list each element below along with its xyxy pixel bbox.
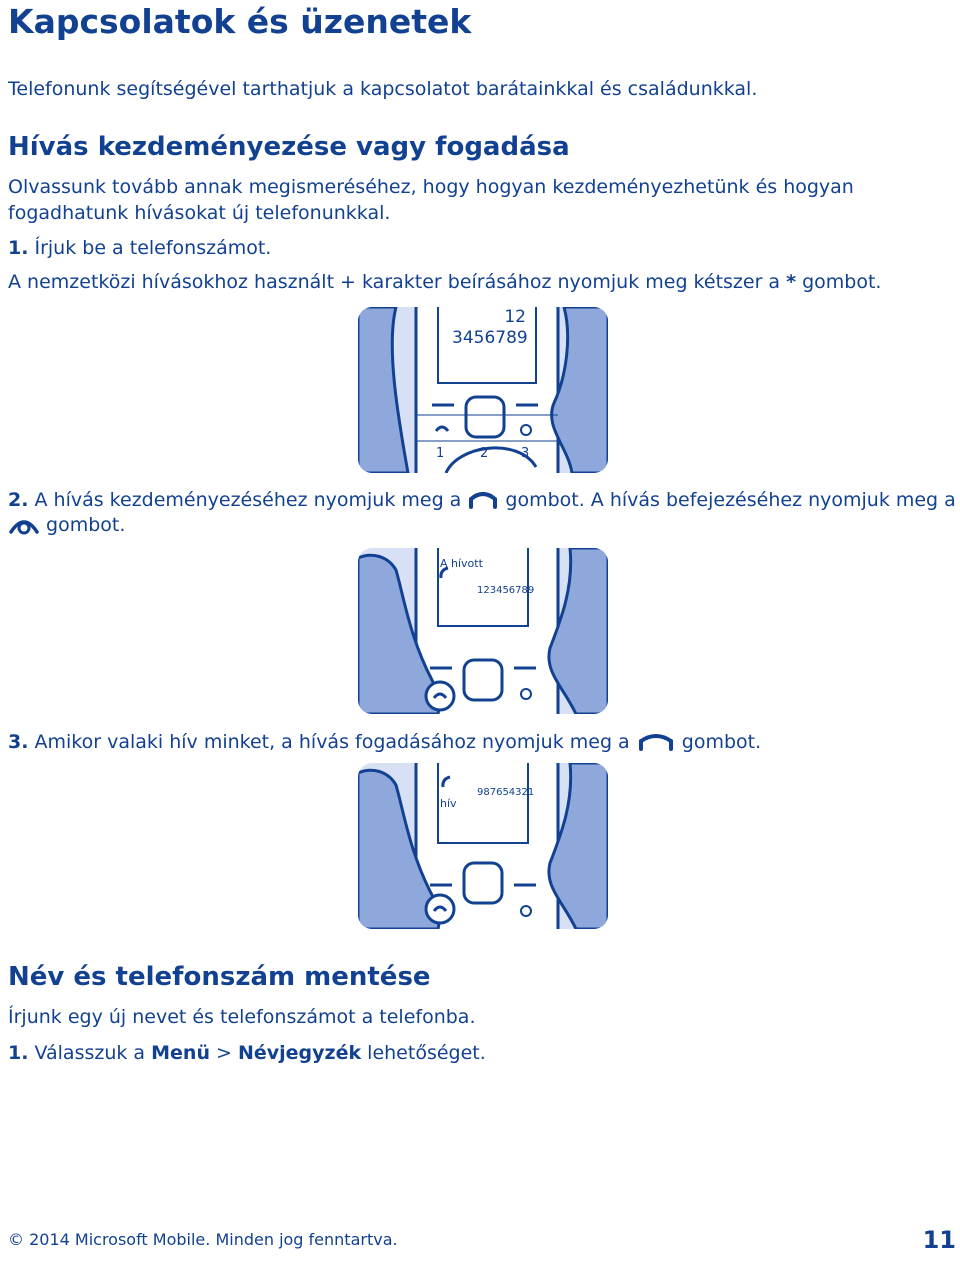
step-2	[8, 489, 956, 511]
section-text: Olvassunk tovább annak megismeréséhez, hogy hogyan kezdeményezhetünk és hogyan	[8, 176, 854, 198]
key-label: 1	[436, 446, 445, 461]
nav-key	[464, 863, 502, 903]
section-heading-save-contact: Név és telefonszám mentése	[8, 962, 431, 992]
nav-key	[466, 397, 504, 437]
step-1	[8, 1042, 486, 1064]
key-label: 3	[521, 446, 530, 461]
page-title: Kapcsolatok és üzenetek	[8, 2, 472, 41]
copyright: © 2014 Microsoft Mobile. Minden jog fenntartva.	[8, 1230, 398, 1249]
section-heading-calls: Hívás kezdeményezése vagy fogadása	[8, 132, 570, 162]
step-text: gombot.	[40, 514, 126, 536]
screen-label: A hívott	[440, 557, 483, 570]
thumb-press	[426, 682, 454, 710]
menu-ref: Menü	[151, 1042, 210, 1064]
step-number: 1.	[8, 1042, 29, 1064]
screen-number: 987654321	[477, 787, 535, 798]
intro-text: Telefonunk segítségével tarthatjuk a kapcsolatot barátainkkal és családunkkal.	[8, 78, 758, 100]
step-text: A hívás kezdeményezéséhez nyomjuk meg a	[28, 489, 468, 511]
step-1-note	[8, 271, 881, 293]
key-label: 2	[480, 446, 489, 461]
step-text: gombot.	[675, 731, 762, 753]
separator: >	[209, 1042, 238, 1064]
section-text: Írjunk egy új nevet és telefonszámot a telefonba.	[8, 1006, 476, 1028]
screen-line: 3456789	[452, 328, 528, 348]
step-number: 1.	[8, 237, 29, 259]
calling-illustration	[358, 548, 608, 714]
call-key-icon	[636, 733, 676, 753]
screen-line: 12	[504, 307, 526, 327]
dialed-number	[452, 307, 526, 349]
screen-number: 123456789	[477, 585, 535, 596]
page-number: 11	[922, 1226, 956, 1254]
step-number: 2.	[8, 489, 29, 511]
screen-label: hív	[440, 797, 457, 810]
note-text: gombot.	[796, 271, 882, 293]
thumb-press	[426, 895, 454, 923]
call-key-icon	[467, 491, 499, 511]
note-text: A nemzetközi hívásokhoz használt + karakter beírásához nyomjuk meg kétszer a	[8, 271, 787, 293]
step-1	[8, 237, 271, 259]
step-text: lehetőséget.	[361, 1042, 486, 1064]
step-text: Amikor valaki hív minket, a hívás fogadásához nyomjuk meg a	[28, 731, 636, 753]
contacts-ref: Névjegyzék	[237, 1042, 362, 1064]
step-number: 3.	[8, 731, 29, 753]
step-text: gombot. A hívás befejezéséhez nyomjuk meg a	[499, 489, 956, 511]
step-2-cont	[8, 514, 125, 536]
nav-key	[464, 660, 502, 700]
end-key-icon	[8, 516, 40, 536]
star-key: *	[786, 271, 797, 293]
step-text: Írjuk be a telefonszámot.	[28, 237, 272, 259]
section-text: fogadhatunk hívásokat új telefonunkkal.	[8, 202, 391, 224]
step-text: Válasszuk a	[28, 1042, 152, 1064]
step-3	[8, 731, 761, 753]
